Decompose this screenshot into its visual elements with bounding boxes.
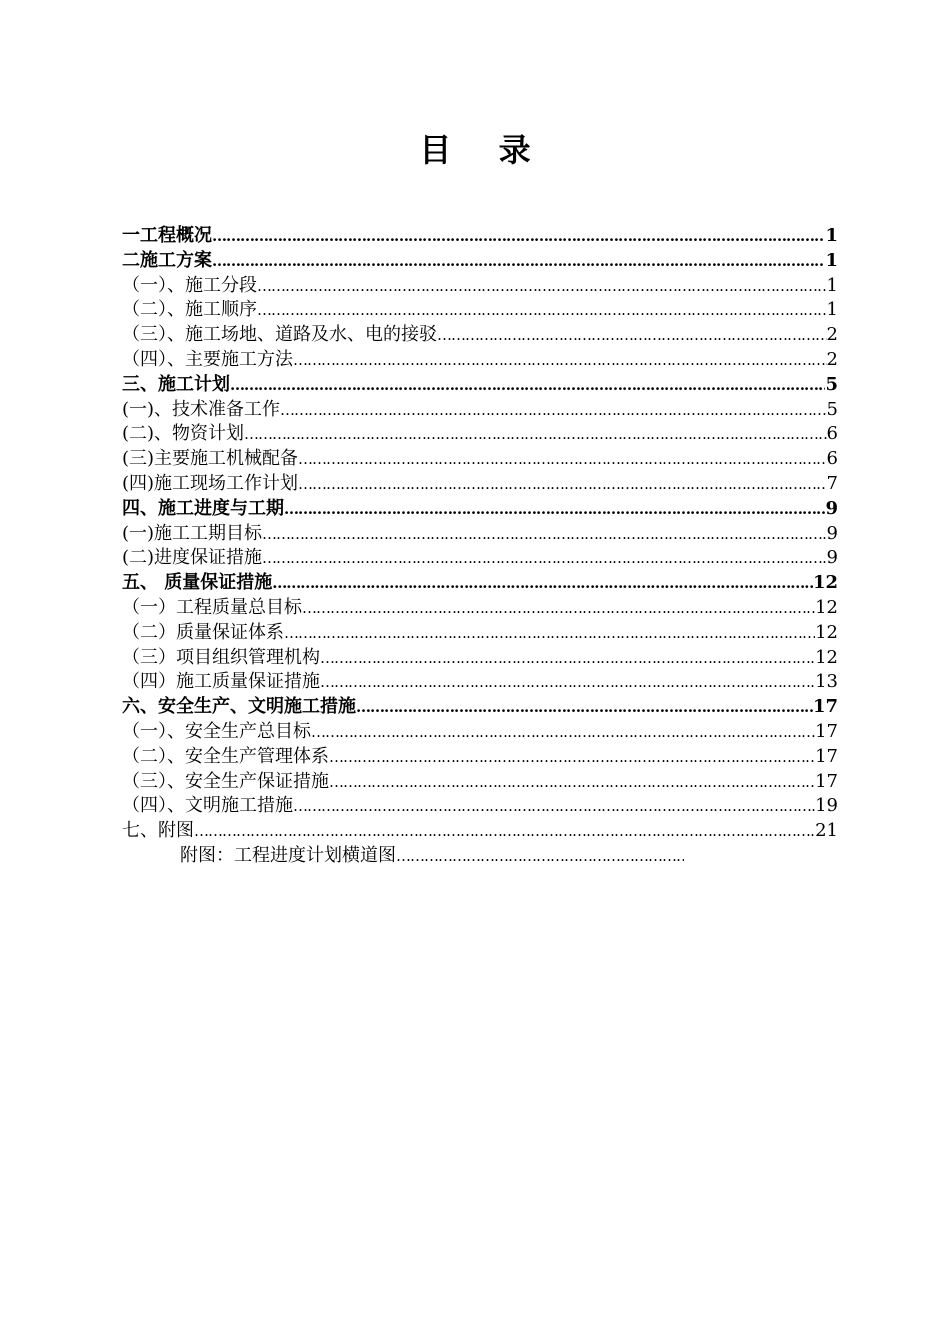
toc-page-number: 19 <box>815 795 838 817</box>
toc-entry-label: （一）、施工分段 <box>122 274 257 296</box>
toc-entry[interactable] <box>122 224 838 249</box>
toc-page-number: 1 <box>825 225 838 246</box>
toc-page-number: 13 <box>815 671 838 693</box>
toc-entry-label: （四）、文明施工措施 <box>122 795 293 817</box>
toc-entry[interactable] <box>122 274 838 299</box>
toc-page-number: 9 <box>826 547 838 569</box>
toc-page-number: 12 <box>815 596 838 618</box>
toc-entry[interactable] <box>122 323 838 348</box>
toc-leader-dots <box>284 621 815 646</box>
toc-entry[interactable] <box>122 447 838 472</box>
toc-leader-dots <box>230 373 825 398</box>
toc-entry[interactable] <box>122 794 838 819</box>
toc-entry-label: 附图：工程进度计划横道图 <box>180 844 396 866</box>
toc-leader-dots <box>257 298 827 323</box>
toc-entry-label: （四）施工质量保证措施 <box>122 671 320 693</box>
toc-leader-dots <box>262 546 827 571</box>
toc-entry[interactable] <box>122 373 838 398</box>
table-of-contents <box>122 224 838 869</box>
toc-entry-label: （二）质量保证体系 <box>122 621 284 643</box>
toc-page-number: 9 <box>825 497 838 519</box>
toc-page-number: 6 <box>826 448 838 470</box>
toc-entry[interactable] <box>122 398 838 423</box>
toc-page-number: 1 <box>826 274 838 296</box>
toc-entry[interactable] <box>122 422 838 447</box>
toc-entry-label: （三）项目组织管理机构 <box>122 646 320 668</box>
toc-entry-label: （四）、主要施工方法 <box>122 348 293 370</box>
toc-entry[interactable] <box>122 596 838 621</box>
toc-leader-dots <box>194 819 815 844</box>
toc-leader-dots <box>329 770 815 795</box>
toc-entry-label: (三)主要施工机械配备 <box>122 448 299 470</box>
toc-entry-label: (一)、技术准备工作 <box>122 398 281 420</box>
toc-leader-dots <box>396 844 684 869</box>
toc-page-number: 12 <box>815 646 838 668</box>
toc-leader-dots <box>356 695 813 720</box>
toc-leader-dots <box>262 522 827 547</box>
toc-page-number: 17 <box>815 720 838 742</box>
toc-entry[interactable] <box>122 249 838 274</box>
toc-entry-label: 一工程概况 <box>122 225 212 246</box>
toc-page-number: 17 <box>812 696 838 718</box>
toc-leader-dots <box>272 571 813 596</box>
toc-entry[interactable] <box>122 298 838 323</box>
toc-entry-label: 二施工方案 <box>122 249 212 271</box>
toc-entry-label: (二)、物资计划 <box>122 423 245 445</box>
toc-page-number: 12 <box>815 621 838 643</box>
toc-leader-dots <box>212 249 825 274</box>
toc-page-number: 17 <box>815 745 838 767</box>
toc-entry-label: (四)施工现场工作计划 <box>122 472 299 494</box>
toc-entry-label: (一)施工工期目标 <box>122 522 263 544</box>
toc-leader-dots <box>311 720 815 745</box>
toc-page-number: 5 <box>826 398 838 420</box>
toc-entry-label: 六、安全生产、文明施工措施 <box>122 696 356 718</box>
toc-entry-label: 七、附图 <box>122 820 194 842</box>
toc-leader-dots <box>302 596 815 621</box>
toc-page-number: 1 <box>826 299 838 321</box>
toc-leader-dots <box>320 670 815 695</box>
toc-entry[interactable] <box>122 695 838 720</box>
toc-entry[interactable] <box>122 497 838 522</box>
toc-leader-dots <box>284 497 825 522</box>
toc-page-number: 2 <box>826 348 838 370</box>
toc-leader-dots <box>293 348 827 373</box>
toc-leader-dots <box>320 646 815 671</box>
toc-entry-label: 三、施工计划 <box>122 373 230 395</box>
toc-page-number: 17 <box>815 770 838 792</box>
toc-page-number: 9 <box>826 522 838 544</box>
toc-page-number: 12 <box>812 572 838 594</box>
page-title: 目 录 <box>419 131 549 169</box>
toc-entry[interactable] <box>122 472 838 497</box>
toc-entry[interactable] <box>122 819 838 844</box>
toc-leader-dots <box>257 274 827 299</box>
toc-leader-dots <box>244 422 827 447</box>
toc-leader-dots <box>212 224 825 249</box>
toc-entry-label: （一）、安全生产总目标 <box>122 720 311 742</box>
toc-entry-appendix[interactable] <box>122 844 838 869</box>
toc-entry-label: 四、施工进度与工期 <box>122 497 284 519</box>
toc-leader-dots <box>437 323 827 348</box>
toc-entry-label: （二）、施工顺序 <box>122 299 257 321</box>
toc-page-number: 1 <box>825 249 838 271</box>
toc-leader-dots <box>293 794 815 819</box>
toc-page-number: 21 <box>815 820 838 842</box>
toc-entry[interactable] <box>122 571 838 596</box>
toc-entry-label: （二）、安全生产管理体系 <box>122 745 329 767</box>
toc-entry[interactable] <box>122 745 838 770</box>
toc-entry[interactable] <box>122 646 838 671</box>
toc-page-number: 2 <box>826 324 838 346</box>
toc-entry[interactable] <box>122 670 838 695</box>
toc-leader-dots <box>329 745 815 770</box>
toc-entry[interactable] <box>122 522 838 547</box>
toc-entry-label: 五、 质量保证措施 <box>122 572 273 594</box>
toc-page-number: 6 <box>826 423 838 445</box>
toc-entry-label: （三）、安全生产保证措施 <box>122 770 329 792</box>
toc-leader-dots <box>298 447 827 472</box>
toc-entry[interactable] <box>122 770 838 795</box>
toc-entry[interactable] <box>122 720 838 745</box>
toc-leader-dots <box>280 398 827 423</box>
toc-page-number: 7 <box>826 472 838 494</box>
toc-entry-label: （一）工程质量总目标 <box>122 596 302 618</box>
toc-entry[interactable] <box>122 546 838 571</box>
toc-entry-label: （三）、施工场地、道路及水、电的接驳 <box>122 324 437 346</box>
toc-leader-dots <box>298 472 827 497</box>
toc-page-number: 5 <box>825 373 838 395</box>
toc-entry-label: (二)进度保证措施 <box>122 547 263 569</box>
toc-entry[interactable] <box>122 348 838 373</box>
toc-entry[interactable] <box>122 621 838 646</box>
